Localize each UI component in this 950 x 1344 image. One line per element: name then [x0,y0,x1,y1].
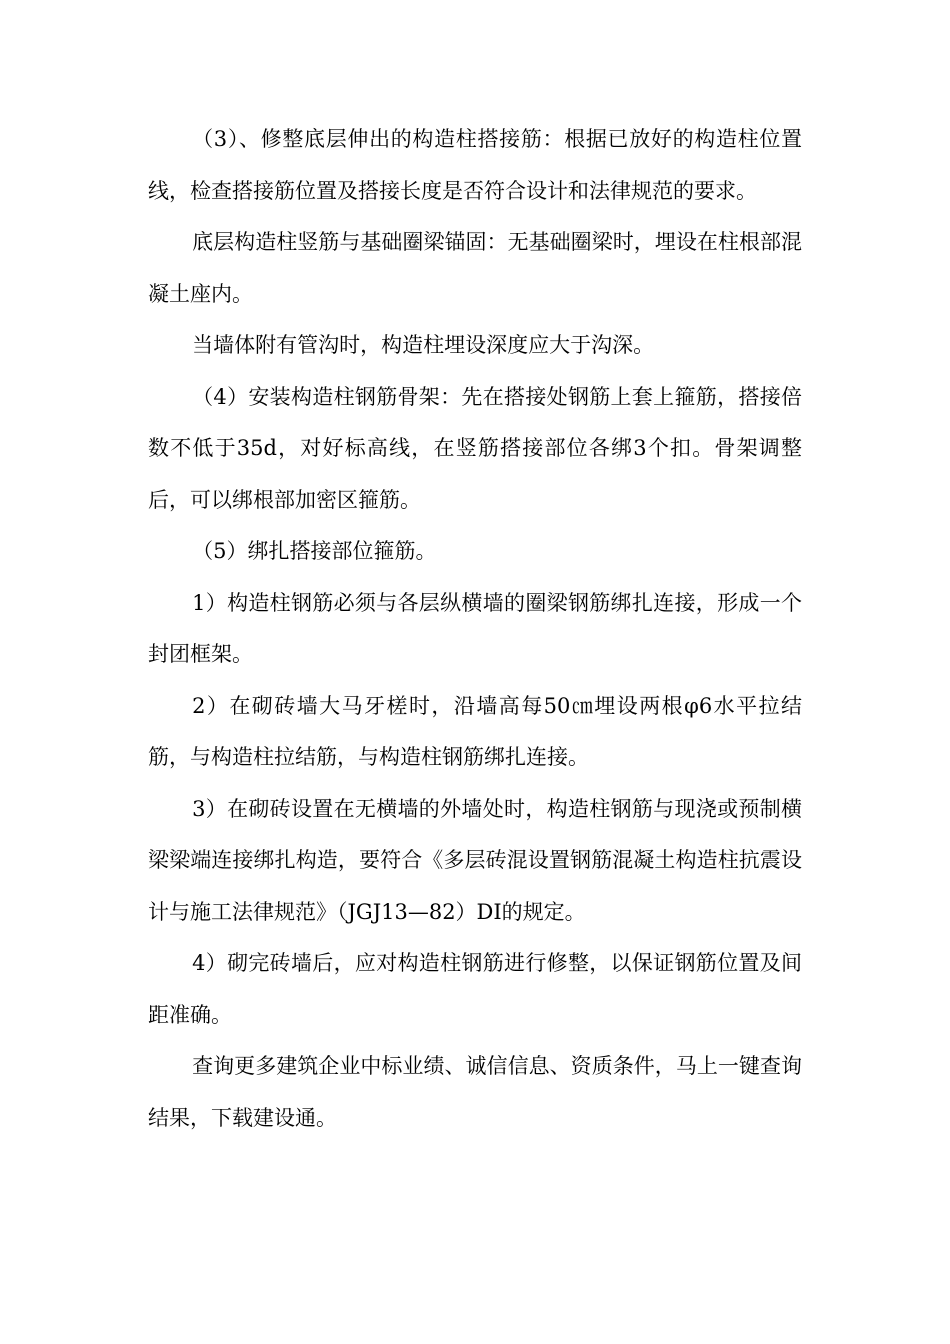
paragraph-step-3: （3）、修整底层伸出的构造柱搭接筋：根据已放好的构造柱位置线，检查搭接筋位置及搭接长度是否符合设计和法律规范的要求。 [148,127,802,203]
paragraph-item-1: 1）构造柱钢筋必须与各层纵横墙的圈梁钢筋绑扎连接，形成一个封团框架。 [148,590,802,666]
paragraph-item-3: 3）在砌砖设置在无横墙的外墙处时，构造柱钢筋与现浇或预制横梁梁端连接绑扎构造，要符合《多层砖混设置钢筋混凝土构造柱抗震设计与施工法律规范》（JGJ13—82）DI的规定。 [148,796,802,924]
paragraph-item-2: 2）在砌砖墙大马牙槎时，沿墙高每50㎝埋设两根φ6水平拉结筋，与构造柱拉结筋，与构造柱钢筋绑扎连接。 [148,693,802,769]
document-body [148,114,802,1144]
paragraph-step-4: （4）安装构造柱钢筋骨架：先在搭接处钢筋上套上箍筋，搭接倍数不低于35d，对好标高线，在竖筋搭接部位各绑3个扣。骨架调整后，可以绑根部加密区箍筋。 [148,384,802,512]
paragraph-step-5: （5）绑扎搭接部位箍筋。 [192,539,437,563]
paragraph-promo: 查询更多建筑企业中标业绩、诚信信息、资质条件，马上一键查询结果，下载建设通。 [148,1054,802,1130]
paragraph-trench-depth: 当墙体附有管沟时，构造柱埋设深度应大于沟深。 [192,333,655,357]
paragraph-item-4: 4）砌完砖墙后，应对构造柱钢筋进行修整，以保证钢筋位置及间距准确。 [148,951,802,1027]
paragraph-anchoring: 底层构造柱竖筋与基础圈梁锚固：无基础圈梁时，埋设在柱根部混凝土座内。 [148,230,802,306]
